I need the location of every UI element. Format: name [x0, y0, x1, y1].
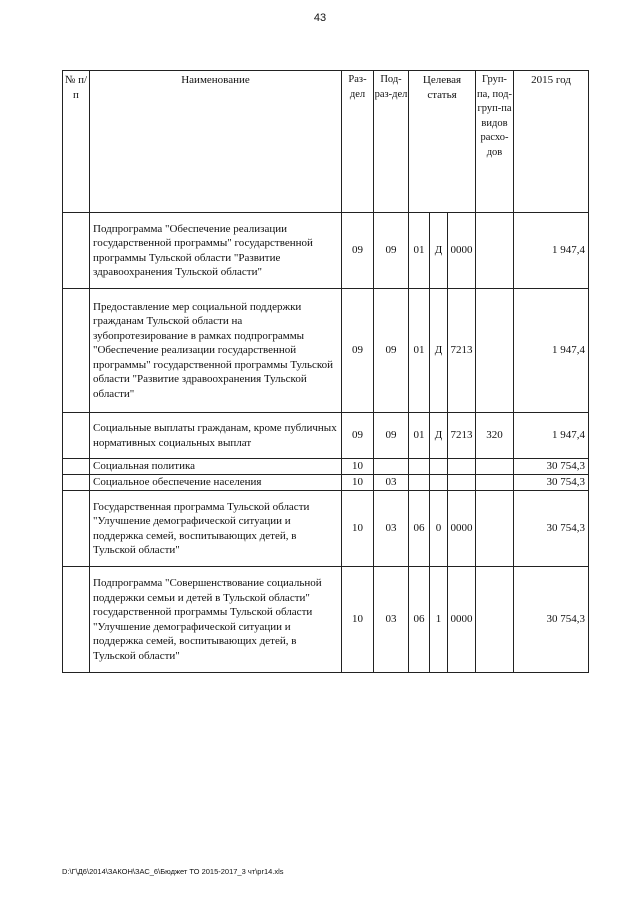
row-target-subprogram-cell	[430, 459, 448, 475]
row-subsection-cell: 03	[374, 475, 409, 491]
row-target-program-cell	[409, 459, 430, 475]
row-expense-group-cell	[476, 475, 514, 491]
table-header-row	[63, 71, 589, 213]
row-target-subprogram-cell: Д	[430, 213, 448, 289]
row-target-program-cell: 06	[409, 491, 430, 567]
row-amount-cell: 1 947,4	[514, 289, 589, 413]
row-subsection-cell: 09	[374, 213, 409, 289]
row-target-program-cell: 06	[409, 567, 430, 673]
header-year: 2015 год	[514, 71, 589, 213]
row-target-subprogram-cell: 0	[430, 491, 448, 567]
header-expense-group: Груп-па, под-груп-па видов расхо-дов	[476, 71, 514, 213]
row-target-direction-cell: 0000	[448, 213, 476, 289]
row-num-cell	[63, 289, 90, 413]
row-expense-group-cell: 320	[476, 413, 514, 459]
row-section-cell: 09	[342, 413, 374, 459]
row-name-cell: Социальное обеспечение населения	[90, 475, 342, 491]
row-name-cell: Государственная программа Тульской области "Улучшение демографической ситуации и поддержка семей, воспитывающих детей, в Тульской области"	[90, 491, 342, 567]
row-amount-cell: 30 754,3	[514, 491, 589, 567]
row-target-program-cell: 01	[409, 289, 430, 413]
row-name-cell: Социальные выплаты гражданам, кроме публичных нормативных социальных выплат	[90, 413, 342, 459]
header-num: № п/п	[63, 71, 90, 213]
row-num-cell	[63, 491, 90, 567]
row-section-cell: 10	[342, 567, 374, 673]
row-section-cell: 10	[342, 475, 374, 491]
header-target: Целевая статья	[409, 71, 476, 213]
row-section-cell: 10	[342, 491, 374, 567]
row-target-program-cell: 01	[409, 213, 430, 289]
table-row	[63, 413, 589, 459]
row-expense-group-cell	[476, 213, 514, 289]
header-name: Наименование	[90, 71, 342, 213]
row-target-program-cell: 01	[409, 413, 430, 459]
table-row	[63, 459, 589, 475]
row-target-subprogram-cell: Д	[430, 413, 448, 459]
budget-table	[62, 70, 589, 673]
row-section-cell: 09	[342, 213, 374, 289]
row-amount-cell: 30 754,3	[514, 475, 589, 491]
row-target-subprogram-cell	[430, 475, 448, 491]
row-subsection-cell	[374, 459, 409, 475]
row-name-cell: Подпрограмма "Обеспечение реализации государственной программы" государственной программы Тульской области "Развитие здравоохранения Тульской области"	[90, 213, 342, 289]
row-subsection-cell: 09	[374, 289, 409, 413]
page-number: 43	[313, 12, 327, 24]
row-section-cell: 10	[342, 459, 374, 475]
row-amount-cell: 30 754,3	[514, 567, 589, 673]
row-amount-cell: 1 947,4	[514, 213, 589, 289]
table-row	[63, 289, 589, 413]
row-target-direction-cell	[448, 475, 476, 491]
row-expense-group-cell	[476, 459, 514, 475]
row-subsection-cell: 03	[374, 567, 409, 673]
table-row	[63, 491, 589, 567]
row-subsection-cell: 09	[374, 413, 409, 459]
row-amount-cell: 1 947,4	[514, 413, 589, 459]
header-subsection: Под-раз-дел	[374, 71, 409, 213]
row-name-cell: Предоставление мер социальной поддержки гражданам Тульской области на зубопротезирование в рамках подпрограммы "Обеспечение реализации государственной программы" государственной программы Тульской области "Развитие здравоохранения Тульской области"	[90, 289, 342, 413]
row-expense-group-cell	[476, 289, 514, 413]
row-num-cell	[63, 213, 90, 289]
row-section-cell: 09	[342, 289, 374, 413]
row-expense-group-cell	[476, 491, 514, 567]
table-row	[63, 567, 589, 673]
row-num-cell	[63, 567, 90, 673]
row-target-subprogram-cell: 1	[430, 567, 448, 673]
row-target-subprogram-cell: Д	[430, 289, 448, 413]
row-num-cell	[63, 413, 90, 459]
row-num-cell	[63, 475, 90, 491]
header-section: Раз-дел	[342, 71, 374, 213]
row-target-direction-cell	[448, 459, 476, 475]
row-target-direction-cell: 0000	[448, 491, 476, 567]
table-row	[63, 213, 589, 289]
row-expense-group-cell	[476, 567, 514, 673]
row-target-direction-cell: 0000	[448, 567, 476, 673]
row-amount-cell: 30 754,3	[514, 459, 589, 475]
row-target-direction-cell: 7213	[448, 413, 476, 459]
file-path-footer: D:\Г\Д6\2014\ЗАКОН\ЗАС_6\Бюджет ТО 2015-2017_3 чт\pr14.xls	[62, 867, 284, 876]
row-subsection-cell: 03	[374, 491, 409, 567]
row-target-direction-cell: 7213	[448, 289, 476, 413]
row-name-cell: Социальная политика	[90, 459, 342, 475]
row-target-program-cell	[409, 475, 430, 491]
row-name-cell: Подпрограмма "Совершенствование социальной поддержки семьи и детей в Тульской области" государственной программы Тульской области "Улучшение демографической ситуации и поддержка семей, воспитывающих детей, в Тульской области"	[90, 567, 342, 673]
table-row	[63, 475, 589, 491]
row-num-cell	[63, 459, 90, 475]
